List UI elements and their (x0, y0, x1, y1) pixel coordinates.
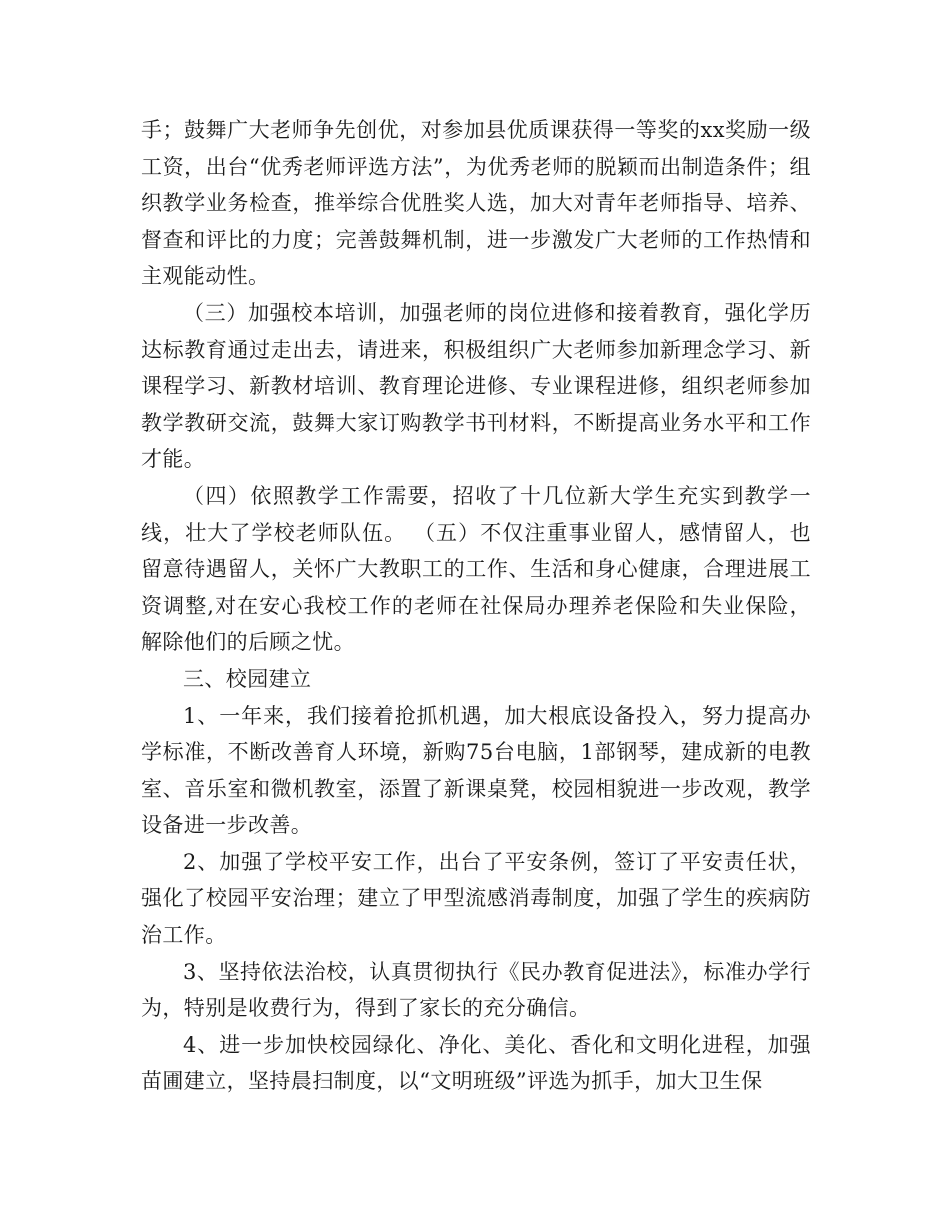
paragraph-item-1: 1、一年来，我们接着抢抓机遇，加大根底设备投入，努力提高办学标准，不断改善育人环境，新购75台电脑，1部钢琴，建成新的电教室、音乐室和微机教室，添置了新课桌凳，校园相貌进一步改观，教学设备进一步改善。 (141, 703, 811, 838)
document-body (141, 112, 811, 1100)
paragraph-section-3-training: （三）加强校本培训，加强老师的岗位进修和接着教育，强化学历达标教育通过走出去，请进来，积极组织广大老师参加新理念学习、新课程学习、新教材培训、教育理论进修、专业课程进修，组织老师参加教学教研交流，鼓舞大家订购教学书刊材料，不断提高业务水平和工作才能。 (141, 300, 811, 472)
paragraph-section-4-5-staffing: （四）依照教学工作需要，招收了十几位新大学生充实到教学一线，壮大了学校老师队伍。 （五）不仅注重事业留人，感情留人，也留意待遇留人，关怀广大教职工的工作、生活和身心健康，合理进展工资调整,对在安心我校工作的老师在社保局办理养老保险和失业保险，解除他们的后顾之忧。 (141, 483, 811, 655)
section-heading-campus: 三、校园建立 (183, 666, 312, 691)
paragraph-item-2: 2、加强了学校平安工作，出台了平安条例，签订了平安责任状，强化了校园平安治理；建立了甲型流感消毒制度，加强了学生的疾病防治工作。 (141, 849, 811, 948)
paragraph-continued: 手；鼓舞广大老师争先创优，对参加县优质课获得一等奖的xx奖励一级工资，出台“优秀老师评选方法”，为优秀老师的脱颖而出制造条件；组织教学业务检查，推举综合优胜奖人选，加大对青年老师指导、培养、督查和评比的力度；完善鼓舞机制，进一步激发广大老师的工作热情和主观能动性。 (141, 118, 811, 289)
paragraph-item-3: 3、坚持依法治校，认真贯彻执行《民办教育促进法》，标准办学行为，特别是收费行为，得到了家长的充分确信。 (141, 959, 811, 1021)
paragraph-item-4: 4、进一步加快校园绿化、净化、美化、香化和文明化进程，加强苗圃建立，坚持晨扫制度，以“文明班级”评选为抓手，加大卫生保 (141, 1032, 811, 1094)
